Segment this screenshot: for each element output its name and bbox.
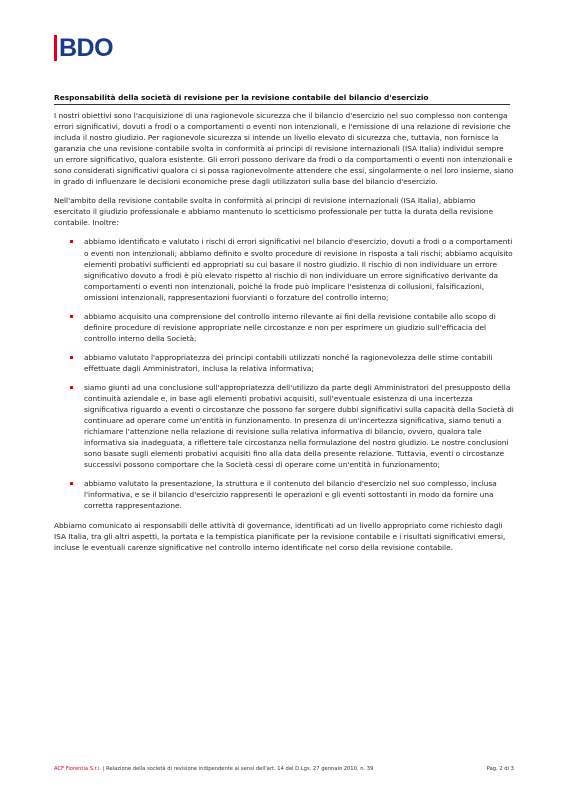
- bullet-marker: [70, 356, 73, 359]
- paragraph-governance: Abbiamo comunicato ai responsabili delle attività di governance, identificati ad un livello appropriato come richiesto dagli ISA Italia, tra gli altri aspetti, la portata e la tempistica pianificate per la revisione contabile e i risultati significativi emersi, incluse le eventuali carenze significative nel controllo interno identificate nel corso della revisione contabile.: [54, 520, 506, 552]
- paragraph-objectives: I nostri obiettivi sono l'acquisizione di una ragionevole sicurezza che il bilancio d'esercizio nel suo complesso non contenga errori significativi, dovuti a frodi o a comportamenti o eventi non intenzionali, e l'emissione di una relazione di revisione che includa il nostro giudizio. Per ragionevole sicurezza si intende un livello elevato di sicurezza che, tuttavia, non fornisce la garanzia che una revisione contabile svolta in conformità ai principi di revisione internazionali (ISA Italia) individui sempre un errore significativo, qualora esistente. Gli errori possono derivare da frodi o da comportamenti o eventi non intenzionali e sono considerati significativi qualora ci si possa ragionevolmente attendere che essi, singolarmente o nel loro insieme, siano in grado di influenzare le decisioni economiche prese dagli utilizzatori sulla base del bilancio d'esercizio.: [54, 111, 514, 187]
- list-item-text: abbiamo identificato e valutato i rischi di errori significativi nel bilancio d'esercizio, dovuti a frodi o a comportamenti o eventi non intenzionali; abbiamo definito e svolto procedure di revisione in risposta a tali rischi; abbiamo acquisito elementi probativi sufficienti ed appropriati su cui basare il nostro giudizio. Il rischio di non individuare un errore significativo dovuto a frodi è più elevato rispetto al rischio di non individuare un errore significativo derivante da comportamenti o eventi non intenzionali, poiché la frode può implicare l'esistenza di collusioni, falsificazioni, omissioni intenzionali, rappresentazioni fuorvianti o forzature del controllo interno;: [84, 237, 513, 302]
- page-footer: [54, 766, 514, 772]
- list-item: [54, 478, 514, 511]
- list-item-text: abbiamo acquisito una comprensione del controllo interno rilevante ai fini della revisione contabile allo scopo di definire procedure di revisione appropriate nelle circostanze e non per esprimere un giudizio sull'efficacia del controllo interno della Società;: [84, 311, 496, 343]
- list-item-text: abbiamo valutato la presentazione, la struttura e il contenuto del bilancio d'esercizio nel suo complesso, inclusa l'informativa, e se il bilancio d'esercizio rappresenti le operazioni e gli eventi sottostanti in modo da fornire una corretta rappresentazione.: [84, 479, 497, 511]
- footer-description: | Relazione della società di revisione indipendente ai sensi dell'art. 14 del D.Lgs. 27 gennaio 2010, n. 39: [101, 766, 374, 772]
- document-body: [54, 110, 514, 561]
- footer-left: [54, 766, 373, 772]
- logo-text: BDO: [59, 34, 114, 62]
- bullet-marker: [70, 482, 73, 485]
- paragraph-scope: Nell'ambito della revisione contabile svolta in conformità ai principi di revisione internazionali (ISA Italia), abbiamo esercitato il giudizio professionale e abbiamo mantenuto lo scetticismo professionale per tutta la durata della revisione contabile. Inoltre:: [54, 196, 494, 228]
- bullet-list: [54, 236, 514, 511]
- bullet-marker: [70, 240, 73, 243]
- list-item: [54, 311, 514, 344]
- list-item: [54, 236, 514, 302]
- list-item: [54, 352, 514, 374]
- page-number: Pag. 2 di 3: [486, 766, 514, 772]
- bdo-logo: [54, 34, 113, 62]
- list-item: [54, 382, 514, 470]
- bullet-marker: [70, 386, 73, 389]
- logo-red-bar: [54, 35, 57, 61]
- list-item-text: siamo giunti ad una conclusione sull'appropriatezza dell'utilizzo da parte degli Amministratori del presupposto della continuità aziendale e, in base agli elementi probativi acquisiti, sull'eventuale esistenza di una incertezza significativa riguardo a eventi o circostanze che possono far sorgere dubbi significativi sulla capacità della Società di continuare ad operare come un'entità in funzionamento. In presenza di un'incertezza significativa, siamo tenuti a richiamare l'attenzione nella relazione di revisione sulla relativa informativa di bilancio, ovvero, qualora tale informativa sia inadeguata, a riflettere tale circostanza nella formulazione del nostro giudizio. Le nostre conclusioni sono basate sugli elementi probativi acquisiti fino alla data della presente relazione. Tuttavia, eventi o circostanze successivi possono comportare che la Società cessi di operare come un'entità in funzionamento;: [84, 382, 514, 470]
- section-heading: Responsabilità della società di revisione per la revisione contabile del bilancio d'esercizio: [54, 93, 510, 105]
- bullet-marker: [70, 315, 73, 318]
- list-item-text: abbiamo valutato l'appropriatezza dei principi contabili utilizzati nonché la ragionevolezza delle stime contabili effettuate dagli Amministratori, inclusa la relativa informativa;: [84, 352, 493, 373]
- footer-company: ACF Fiorentia S.r.l.: [54, 766, 102, 772]
